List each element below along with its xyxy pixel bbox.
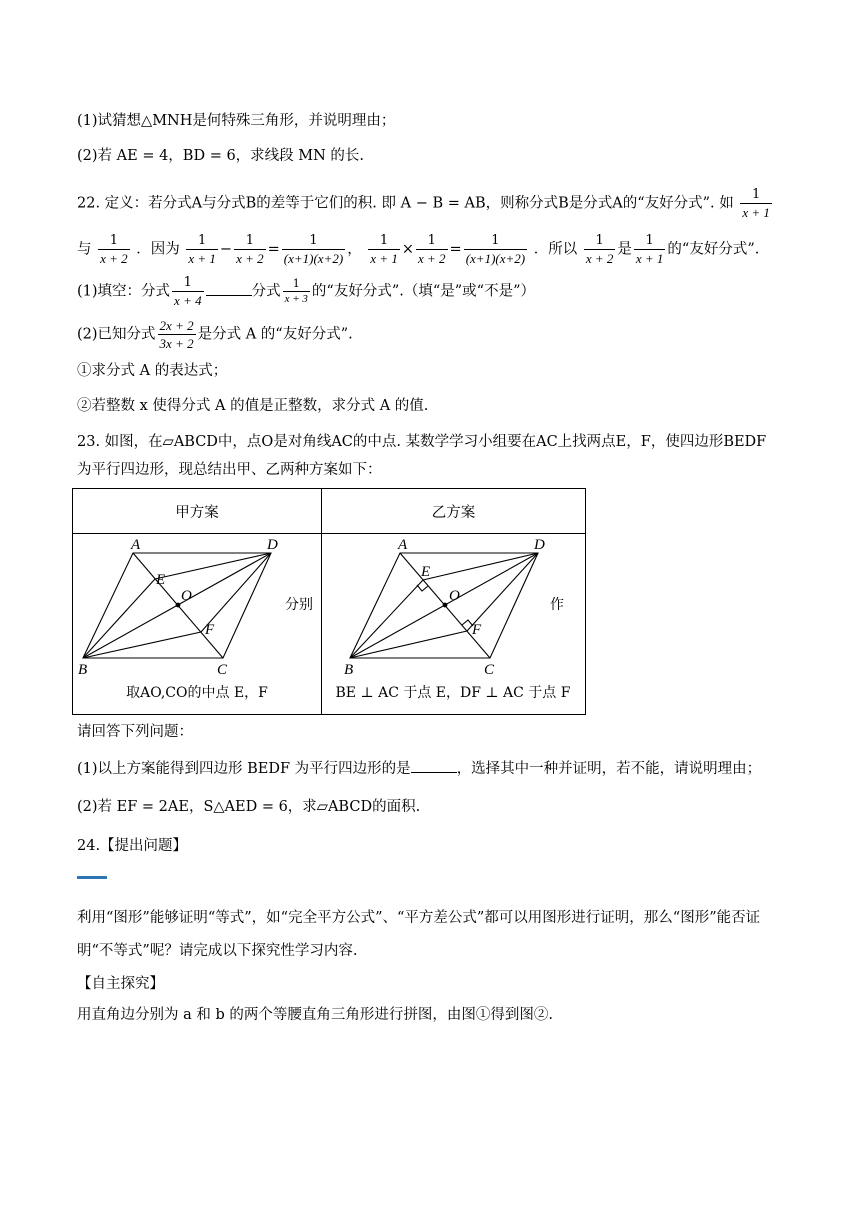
q22-friend: 的“友好分式”. [667,241,760,258]
q23-line2: 为平行四边形，现总结出甲、乙两种方案如下： [77,462,382,478]
fraction-2x-plus-2-over-3x-plus-2: $\frac{2x + 2}{3x + 2}$ [159,318,194,351]
segment-ed [423,553,538,580]
plan-a-header: 甲方案 [73,489,322,534]
point-o [443,603,448,608]
q24-line3: 用直角边分别为 a 和 b 的两个等腰直角三角形进行拼图，由图①得到图②. [77,1007,553,1023]
accent-divider [77,876,107,879]
label-a: A [398,537,408,553]
fraction-b: $\frac{1}{x + 2}$ [236,233,264,266]
label-e: E [421,564,431,580]
fraction-1-over-x-plus-1: $\frac{1}{x + 1}$ [742,187,770,220]
q22-part2-suffix: 是分式 A 的“友好分式”. [197,326,353,343]
q21-part1: (1)试猜想△MNH是何特殊三角形，并说明理由； [77,113,396,129]
q22-intro [77,186,774,221]
segment-df [467,553,538,631]
q22-sub2: ②若整数 x 使得分式 A 的值是正整数，求分式 A 的值. [77,398,429,414]
segment-be [83,579,155,658]
fraction-d: $\frac{1}{x + 2}$ [418,233,446,266]
label-f: F [472,622,482,638]
plan-a-side-text: 分别 [285,597,313,613]
answer-blank [411,758,457,773]
fraction-1-over-x-plus-4: $\frac{1}{x + 4}$ [174,275,202,308]
answer-blank [206,281,252,296]
label-o: O [181,588,192,604]
plan-b-side-text: 作 [550,597,564,613]
q22-intro-text: 22. 定义：若分式A与分式B的差等于它们的积. 即 A − B = AB，则称分式B是分式A的“友好分式”. 如 [77,195,734,212]
scheme-table [72,488,586,715]
segment-fb [83,632,201,658]
plan-b-figure [322,534,585,714]
label-o: O [449,588,460,604]
q24-title: 24.【提出问题】 [77,838,188,854]
q22-part1-prefix: (1)填空：分式 [77,283,171,300]
q22-because: ．因为 [136,241,180,258]
q23-line1: 23. 如图，在▱ABCD中，点O是对角线AC的中点. 某数学学习小组要在AC上找两点E，F，使四边形BEDF [77,434,767,450]
fraction-c: $\frac{1}{x + 1}$ [370,233,398,266]
q23-part1-text: (1)以上方案能得到四边形 BEDF 为平行四边形的是 [77,761,411,777]
q22-example: 与 $\frac{1}{x + 2}$ ．因为 $\frac{1}{x + 1}$ − $\frac{1}{x + 2}$ = $\frac{1}{(x+1)(x+2)}$ ， $\frac{1}{x + 1}$ × $\frac{1}{x + 2}$ = $\frac{1}{(x+1)(x+2)}$ ．所以 $\frac{1}{x + 2}$ 是 $\frac{1}{x + 1}$ 的“友好分式”. [77,233,760,266]
segment-df [201,553,271,632]
plan-b-caption: BE ⊥ AC 于点 E，DF ⊥ AC 于点 F [335,685,571,701]
q22-with: 与 [77,241,92,258]
plan-a-figure [73,534,321,714]
q22-part1 [77,274,535,309]
fraction-product-2: $\frac{1}{(x+1)(x+2)}$ [465,233,526,266]
label-c: C [217,662,228,678]
q22-sub1: ①求分式 A 的表达式； [77,363,228,379]
q24-line2: 明“不等式”呢？请完成以下探究性学习内容. [77,943,358,959]
q23-answer-prompt: 请回答下列问题： [77,724,193,740]
segment-fb [350,631,467,658]
q22-therefore: ．所以 [533,241,578,258]
plan-b-cell [322,534,586,715]
label-a: A [131,537,141,553]
q22-is: 是 [617,241,632,258]
segment-ed [155,553,271,579]
label-f: F [205,622,215,638]
q24-line1: 利用“图形”能够证明“等式”，如“完全平方公式”、“平方差公式”都可以用图形进行证明，那么“图形”能否证 [77,910,761,926]
q22-part2 [77,317,353,352]
plan-b-header: 乙方案 [322,489,586,534]
label-d: D [534,537,545,553]
fraction-f: $\frac{1}{x + 1}$ [635,233,664,266]
fraction-product: $\frac{1}{(x+1)(x+2)}$ [283,233,344,266]
fraction-1-over-x-plus-2: $\frac{1}{x + 2}$ [100,233,128,266]
q22-part2-prefix: (2)已知分式 [77,326,156,343]
q22-part1-suffix: 的“友好分式”.（填“是”或“不是”） [311,283,535,300]
q23-part1-suffix: ，选择其中一种并证明，若不能，请说明理由； [456,761,762,777]
q24-section: 【自主探究】 [77,976,164,992]
label-b: B [344,662,354,678]
point-o [176,603,181,608]
q22-part1-mid: 分式 [251,283,281,300]
label-d: D [267,537,278,553]
fraction-1-over-x-plus-3: $\frac{1}{x + 3}$ [284,277,308,305]
label-b: B [78,662,88,678]
q23-part2: (2)若 EF = 2AE，S△AED = 6，求▱ABCD的面积. [77,799,421,815]
q23-part1 [77,758,761,779]
plan-a-cell [73,534,322,715]
plan-a-caption: 取AO,CO的中点 E，F [126,685,268,701]
fraction-a: $\frac{1}{x + 1}$ [188,233,216,266]
label-e: E [156,572,166,588]
segment-be [350,580,423,658]
q21-part2: (2)若 AE = 4，BD = 6，求线段 MN 的长. [77,148,365,164]
fraction-e: $\frac{1}{x + 2}$ [585,233,614,266]
label-c: C [484,662,495,678]
right-angle-e [417,585,428,591]
